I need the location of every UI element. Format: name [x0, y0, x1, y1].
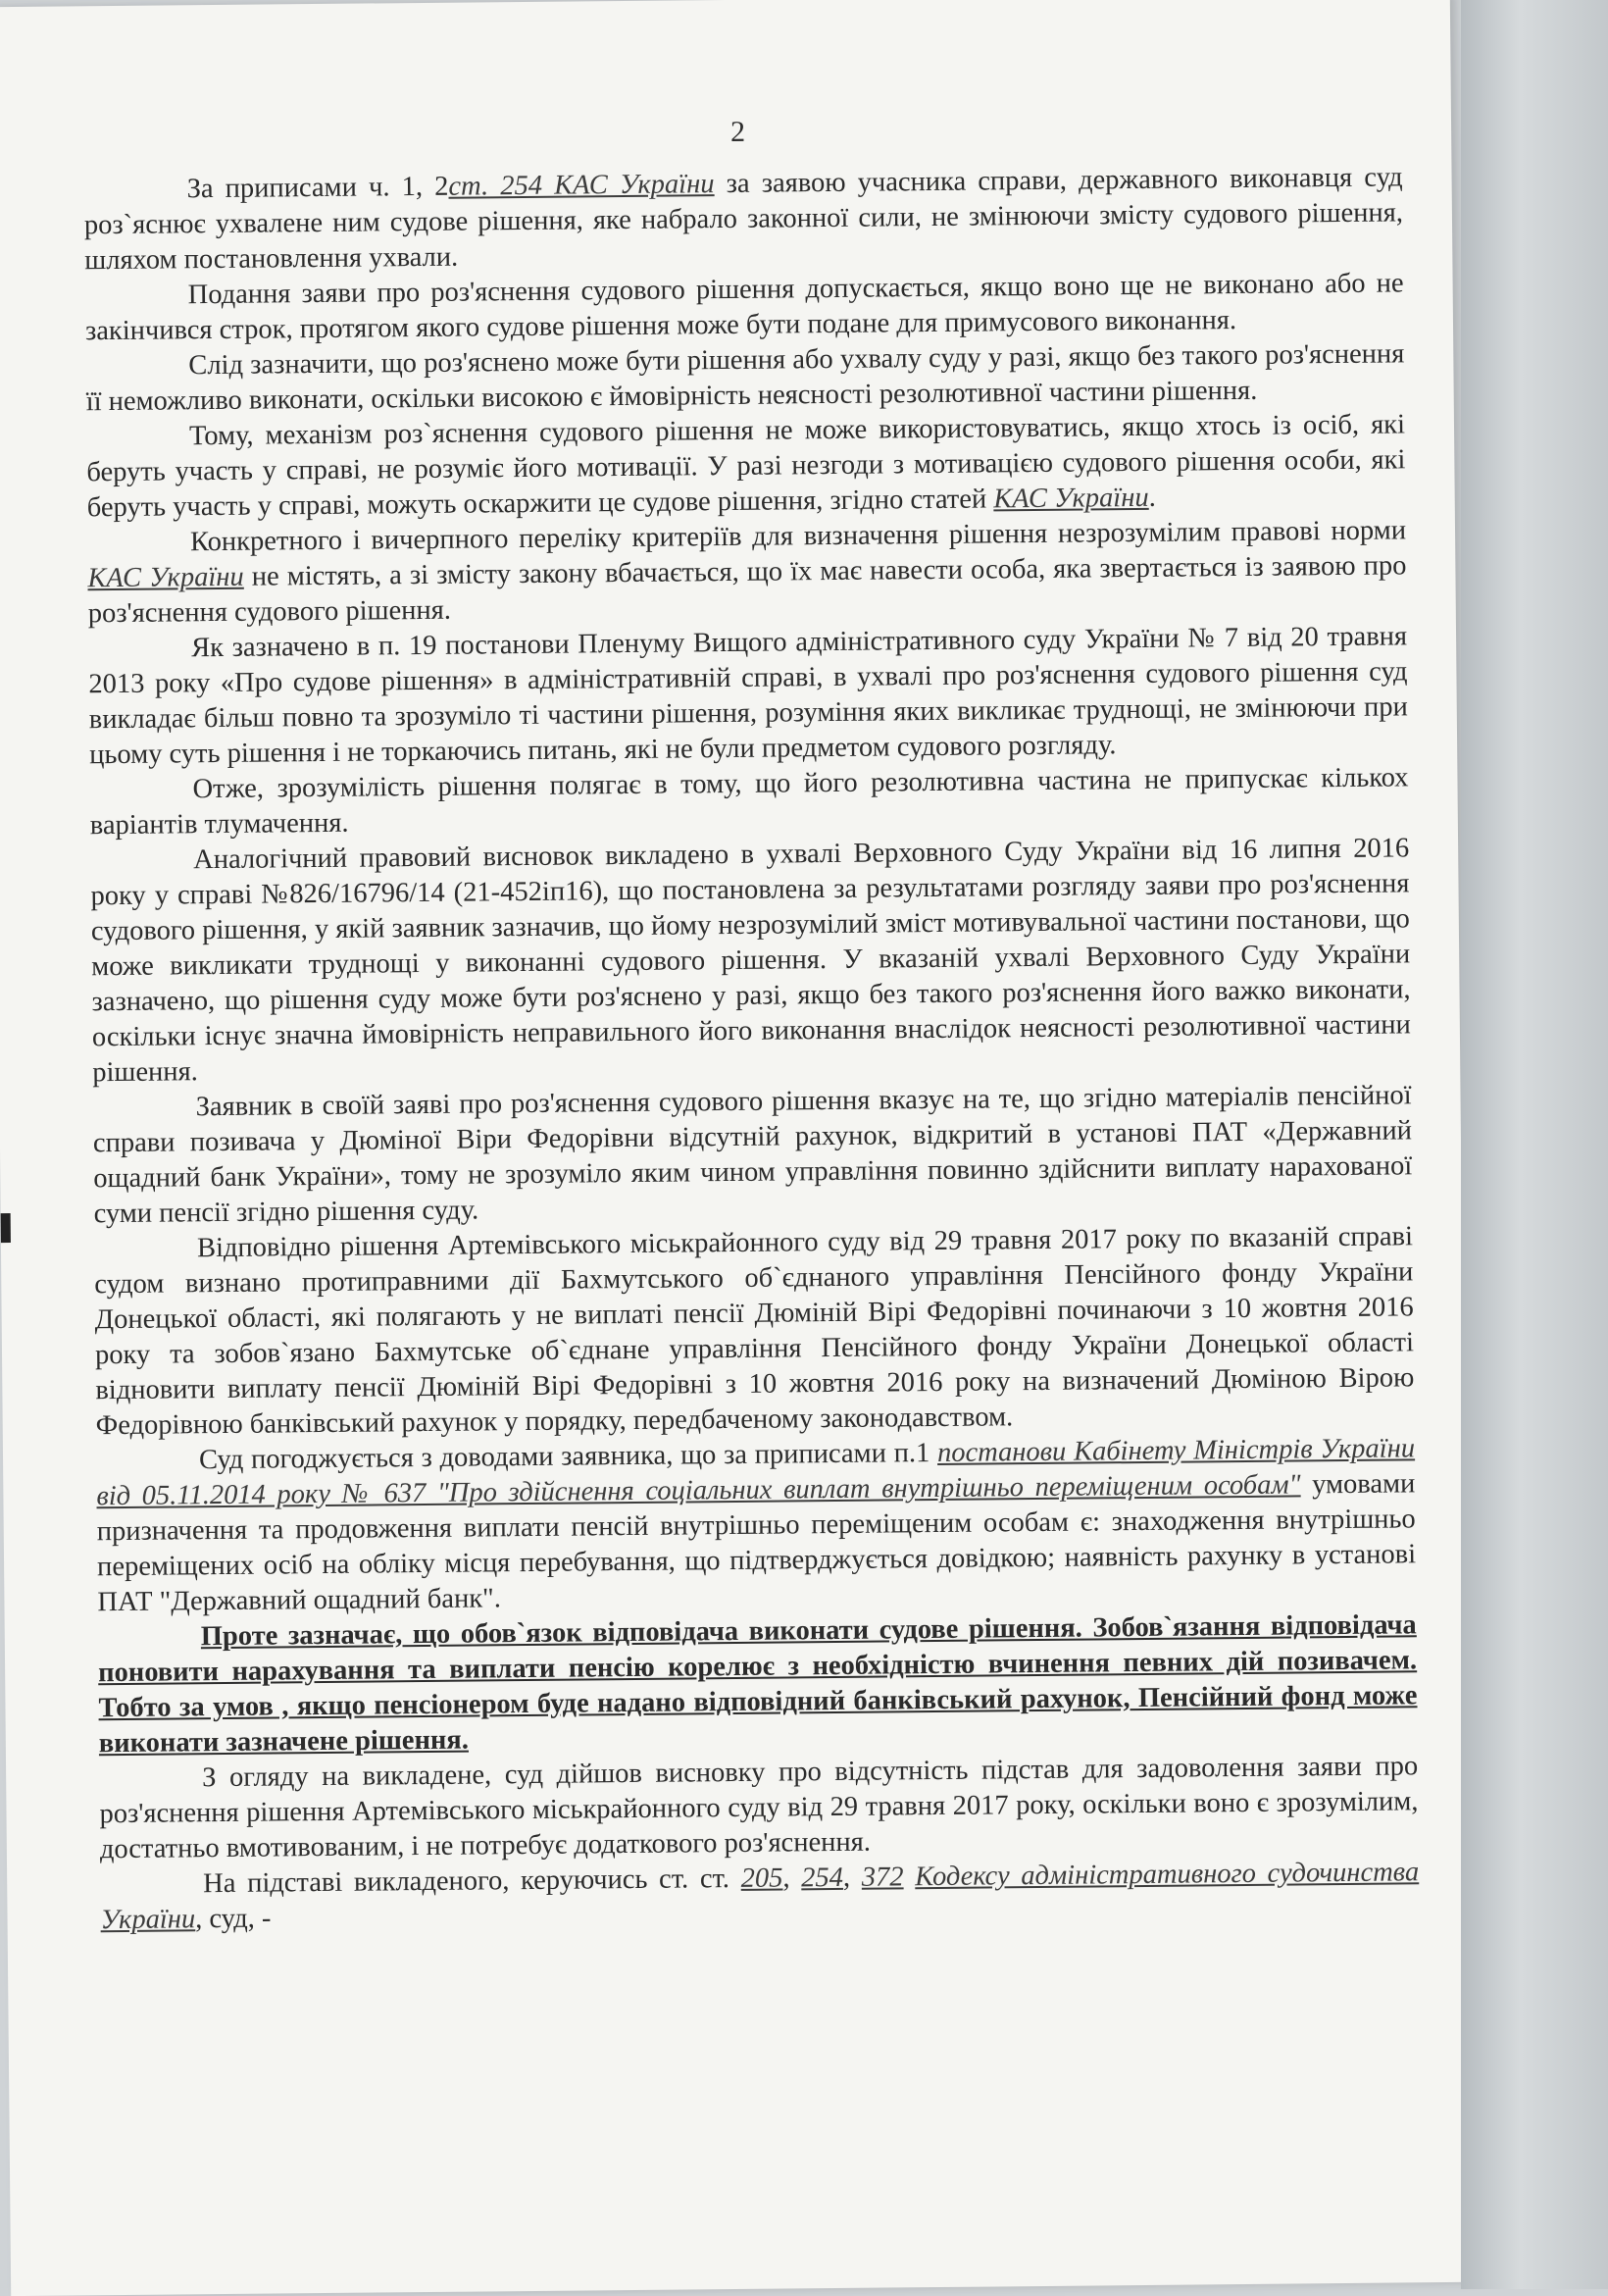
paragraph-text: , суд, -: [195, 1903, 272, 1935]
article-link-254[interactable]: 254: [801, 1862, 844, 1894]
paragraph-text: умовами призначення та продовження виплати пенсій внутрішньо переміщеним особам є: знаходження внутрішньо переміщених осіб на обліку місця перебування, що підтверджується довідкою; наявність рахунку в установі ПАТ "Державний ощадний банк".: [96, 1468, 1417, 1618]
separator: ,: [842, 1862, 862, 1893]
law-link[interactable]: КАС України: [993, 482, 1149, 515]
paragraph-13: З огляду на викладене, суд дійшов висновку про відсутність підстав для задоволення заяви про роз'яснення рішення Артемівського міськрайонного суду від 29 травня 2017 року, оскільки воно є зрозумілим, достатньо вмотивованим, і не потребує додаткового роз'яснення.: [99, 1751, 1419, 1865]
paragraph-10: Відповідно рішення Артемівського міськрайонного суду від 29 травня 2017 року по вказаній справі судом визнано протиправними дії Бахмутського об`єднаного управління Пенсійного фонду України Донецької області, які полягають у не виплаті пенсії Дюміній Вірі Федорівні починаючи з 10 жовтня 2016 року та зобов`язано Бахмутське об`єднане управління Пенсійного фонду України Донецької області відновити виплату пенсії Дюміній Вірі Федорівні з 10 жовтня 2016 року на визначений Дюміною Вірою Федорівною банківський рахунок у порядку, передбаченому законодавством.: [94, 1221, 1415, 1442]
paragraph-9: Заявник в своїй заяві про роз'яснення судового рішення вказує на те, що згідно матеріалів пенсійної справи позивача у Дюміної Віри Федорівни відсутній рахунок, відкритий в установі ПАТ «Державний ощадний банк України», тому не зрозуміло яким чином управління повинно здійснити виплату нарахованої суми пенсії згідно рішення суду.: [92, 1080, 1413, 1230]
paragraph-3: Слід зазначити, що роз'яснено може бути рішення або ухвалу суду у разі, якщо без такого роз'яснення її неможливо виконати, оскільки високою є ймовірність неясності резолютивної частини рішення.: [85, 338, 1405, 418]
page-number: 2: [729, 115, 746, 148]
paragraph-6: Як зазначено в п. 19 постанови Пленуму Вищого адміністративного суду України № 7 від 20 травня 2013 року «Про судове рішення» в адміністративній справі, в ухвалі про роз'яснення судового рішення суд викладає більш повно та зрозуміло ті частини рішення, розуміння яких викликає труднощі, не змінюючи при цьому суть рішення і не торкаючись питань, які не були предметом судового розгляду.: [88, 621, 1408, 771]
paragraph-2: Подання заяви про роз'яснення судового рішення допускається, якщо воно ще не виконано або не закінчився строк, протягом якого судове рішення може бути подане для примусового виконання.: [84, 268, 1404, 347]
resolution-link[interactable]: постанови Кабінету Міністрів України від 05.11.2014 року № 637 "Про здійснення соціальних виплат внутрішньо переміщеним особам": [96, 1433, 1416, 1512]
paragraph-4: [86, 407, 1406, 526]
separator: ,: [782, 1862, 802, 1894]
paragraph-text: .: [1148, 482, 1156, 513]
paragraph-5: [87, 513, 1407, 632]
article-link-372[interactable]: 372: [861, 1862, 904, 1893]
paragraph-1: [83, 160, 1403, 279]
paragraph-text: Конкретного і вичерпного переліку критеріїв для визначення рішення незрозумілим правові норми: [189, 515, 1407, 558]
scanner-background: [1461, 0, 1608, 2289]
code-link[interactable]: Кодексу адміністративного судочинства України: [100, 1857, 1420, 1936]
paragraph-text: За приписами ч. 1, 2: [186, 171, 449, 205]
scan-artifact: [1, 1213, 11, 1243]
separator: [903, 1862, 915, 1892]
paragraph-text: На підставі викладеного, керуючись ст. ст.: [203, 1862, 741, 1900]
paragraph-8: Аналогічний правовий висновок викладено в ухвалі Верховного Суду України від 16 липня 2016 року у справі №826/16796/14 (21-452іп16), що постановлена за результатами розгляду заяви про роз'яснення судового рішення, у якій заявник зазначив, що йому незрозумілий зміст мотивувальної частини постанови, що може викликати труднощі у виконанні судового рішення. У вказаній ухвалі Верховного Суду України зазначено, що рішення суду може бути роз'яснено у разі, якщо без такого роз'яснення його важко виконати, оскільки існує значна ймовірність неправильного його виконання внаслідок неясності резолютивної частини рішення.: [90, 833, 1412, 1089]
paragraph-text: за заявою учасника справи, державного виконавця суд роз`яснює ухвалене ним судове рішення, яке набрало законної сили, не змінюючи змісту судового рішення, шляхом постановлення ухвали.: [83, 162, 1404, 277]
document-body: [83, 160, 1419, 1938]
law-link[interactable]: ст. 254 КАС України: [448, 169, 715, 202]
paragraph-12-emphasis: Проте зазначає, що обов`язок відповідача виконати судове рішення. Зобов`язання відповідача поновити нарахування та виплати пенсію корелює з необхідністю вчинення певних дій позивачем. Тобто за умов , якщо пенсіонером буде надано відповідний банківський рахунок, Пенсійний фонд може виконати зазначене рішення.: [97, 1609, 1418, 1760]
article-link-205[interactable]: 205: [740, 1862, 783, 1894]
paragraph-14: [100, 1855, 1420, 1938]
law-link[interactable]: КАС України: [87, 561, 244, 594]
paragraph-7: Отже, зрозумілість рішення полягає в тому, що його резолютивна частина не припускає кількох варіантів тлумачення.: [89, 762, 1409, 842]
paragraph-text: не містять, а зі змісту закону вбачається, що їх має навести особа, яка звертається із заявою про роз'яснення судового рішення.: [87, 550, 1407, 630]
paragraph-text: Суд погоджується з доводами заявника, що за приписами п.1: [198, 1437, 938, 1476]
paragraph-11: [96, 1431, 1417, 1620]
paragraph-text: Тому, механізм роз`яснення судового рішення не може використовуватись, якщо хтось із осіб, які беруть участь у справі, не розуміє його мотивації. У разі незгоди з мотивацією судового рішення особи, які беруть участь у справі, можуть оскаржити це судове рішення, згідно статей: [86, 409, 1406, 524]
